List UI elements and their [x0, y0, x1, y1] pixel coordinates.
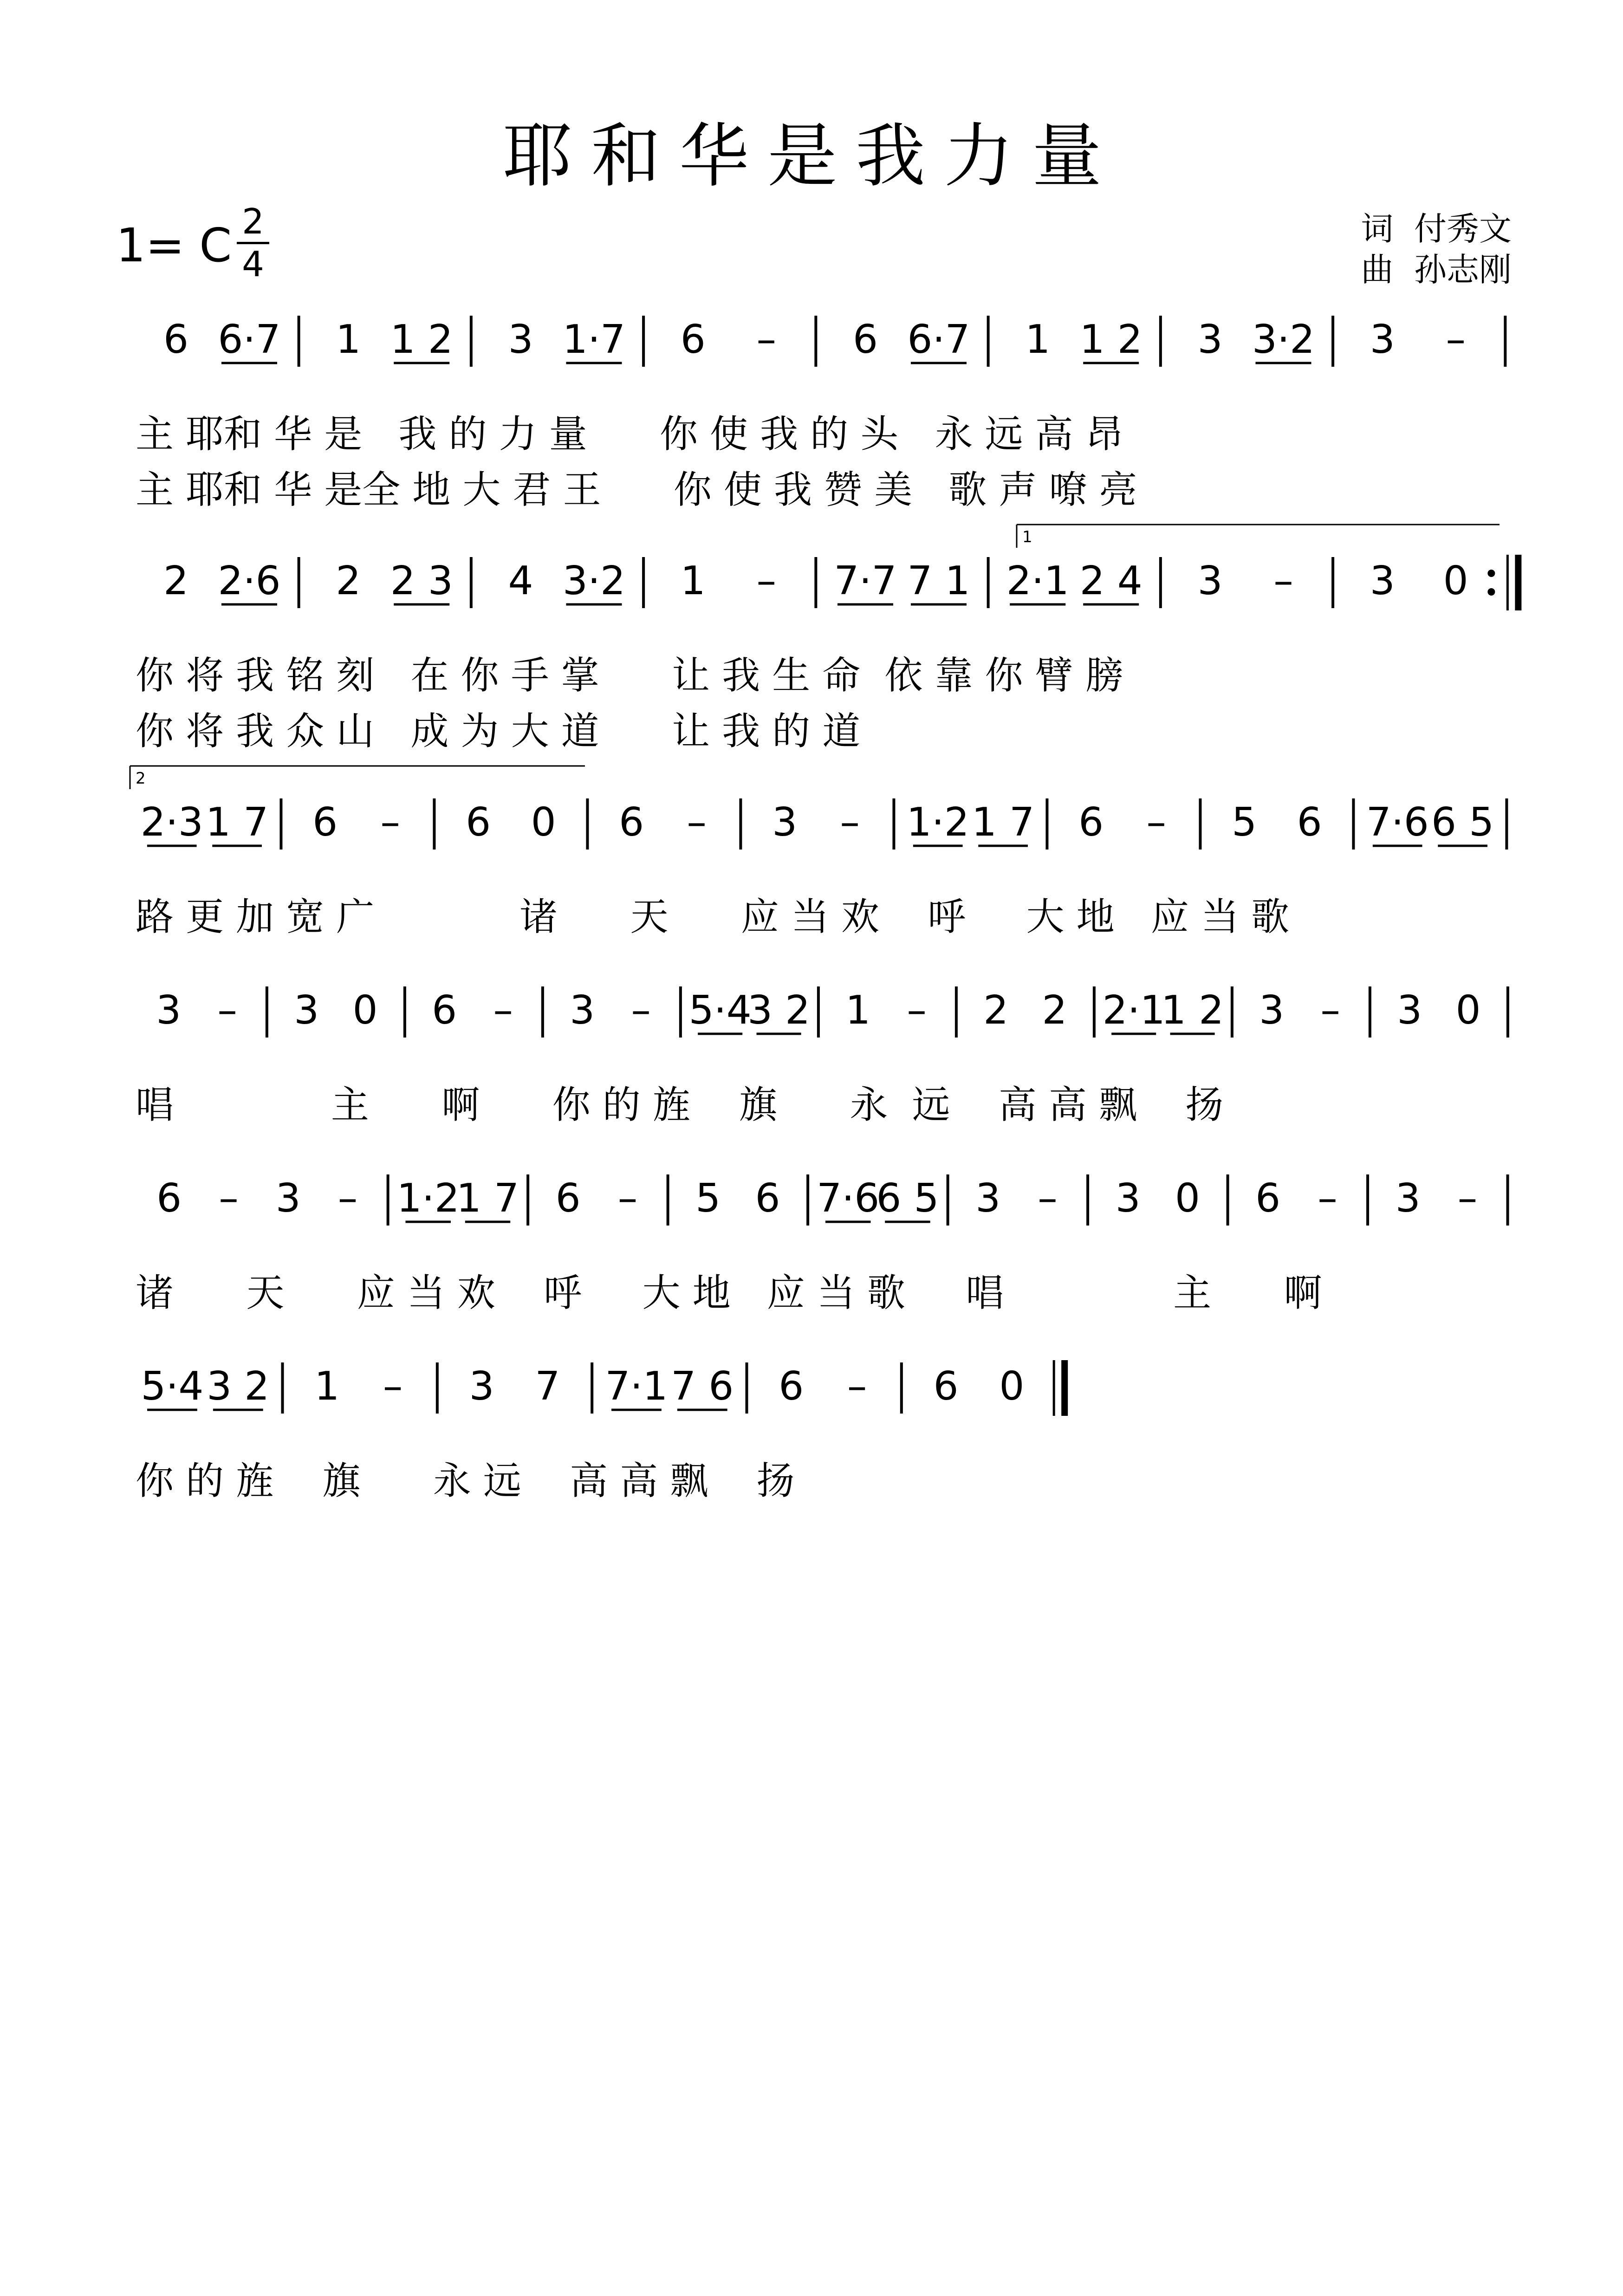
note-group: –: [631, 987, 651, 1033]
note-group: –: [493, 987, 513, 1033]
note-group: –: [1146, 799, 1166, 845]
note-group: 3: [975, 1175, 1001, 1221]
note-group: 7 1: [907, 558, 970, 604]
note-group: 5·4: [688, 987, 752, 1033]
lyric-line: 诸 天 应 当 欢 呼 大 地 应 当 歌 唱 主 啊: [136, 1271, 1322, 1315]
note-group: 3·2: [562, 558, 626, 604]
note-group: 6 5: [876, 1175, 939, 1221]
note-group: 1: [1025, 317, 1051, 363]
note-group: 1·2: [396, 1175, 460, 1221]
note-group: 0: [531, 799, 556, 845]
note-group: 0: [1443, 558, 1468, 604]
note-group: 3·2: [1252, 317, 1315, 363]
note-group: 1 2: [1161, 987, 1224, 1033]
note-group: 2: [336, 558, 361, 604]
note-group: 3 2: [747, 987, 811, 1033]
note-group: 2: [1042, 987, 1067, 1033]
note-group: –: [1320, 987, 1340, 1033]
key-signature: 1= C: [116, 218, 232, 272]
note-group: 3: [275, 1175, 301, 1221]
lyric-line: 你 将 我 众 山 成 为 大 道 让 我 的 道: [136, 709, 861, 753]
note-group: –: [1446, 317, 1466, 363]
note-group: 3: [1197, 317, 1223, 363]
note-group: 2 4: [1079, 558, 1143, 604]
note-group: 2·6: [218, 558, 281, 604]
lyric-line: 路 更 加 宽 广 诸 天 应 当 欢 呼 大 地 应 当 歌: [136, 895, 1289, 939]
note-group: –: [383, 1363, 403, 1409]
note-group: 1: [336, 317, 361, 363]
note-group: 6: [163, 317, 189, 363]
note-group: 1: [314, 1363, 340, 1409]
note-group: 5: [695, 1175, 721, 1221]
note-group: 1·2: [906, 799, 969, 845]
composer-credit: 曲 孙志刚: [1361, 250, 1512, 289]
note-group: 6: [619, 799, 644, 845]
note-group: 2: [163, 558, 189, 604]
note-group: 6: [852, 317, 878, 363]
note-group: 3 2: [207, 1363, 270, 1409]
note-group: 6: [312, 799, 338, 845]
note-group: 1 7: [972, 799, 1035, 845]
note-group: 6: [755, 1175, 780, 1221]
note-group: –: [1038, 1175, 1058, 1221]
note-group: 6: [466, 799, 491, 845]
note-group: 1 2: [390, 317, 453, 363]
note-group: –: [847, 1363, 867, 1409]
lyric-line: 主 耶和 华 是全 地 大 君 王 你 使 我 赞 美 歌 声 嘹 亮: [136, 468, 1137, 512]
note-group: 1 2: [1079, 317, 1143, 363]
note-group: 6: [779, 1363, 804, 1409]
note-group: 3: [1395, 1175, 1421, 1221]
note-group: –: [1457, 1175, 1478, 1221]
note-group: –: [840, 799, 860, 845]
note-group: 7·7: [834, 558, 897, 604]
lyricist-credit: 词 付秀文: [1361, 210, 1512, 248]
note-group: 3: [469, 1363, 494, 1409]
note-group: 1: [845, 987, 871, 1033]
note-group: 3: [772, 799, 798, 845]
note-group: 6: [933, 1363, 959, 1409]
note-group: 1·7: [562, 317, 626, 363]
note-group: 3: [1197, 558, 1223, 604]
note-group: 7: [535, 1363, 560, 1409]
note-group: 3: [570, 987, 595, 1033]
note-group: 3: [1115, 1175, 1141, 1221]
note-group: 2 3: [390, 558, 453, 604]
note-group: –: [756, 558, 776, 604]
note-group: 2·1: [1006, 558, 1069, 604]
time-signature-bottom: 4: [242, 244, 264, 285]
note-group: 3: [1259, 987, 1285, 1033]
note-group: –: [338, 1175, 358, 1221]
note-group: –: [756, 317, 776, 363]
note-group: 6: [432, 987, 457, 1033]
repeat-dot: [1487, 588, 1495, 596]
note-group: 0: [1175, 1175, 1201, 1221]
song-title: 耶和华是我力量: [502, 116, 1120, 197]
note-group: 6: [1297, 799, 1322, 845]
lyric-line: 主 耶和 华 是 我 的 力 量 你 使 我 的 头 永 远 高 昂: [136, 412, 1123, 456]
note-group: 6·7: [218, 317, 281, 363]
note-group: –: [217, 987, 237, 1033]
note-group: 2·1: [1102, 987, 1165, 1033]
note-group: 1 7: [456, 1175, 519, 1221]
note-group: 0: [999, 1363, 1025, 1409]
note-group: 6: [1078, 799, 1104, 845]
lyric-line: 你 将 我 铭 刻 在 你 手 掌 让 我 生 命 依 靠 你 臂 膀: [136, 654, 1123, 698]
note-group: 4: [508, 558, 533, 604]
time-signature-top: 2: [237, 204, 269, 244]
note-group: 6: [156, 1175, 182, 1221]
note-group: 0: [1455, 987, 1481, 1033]
note-group: 3: [1397, 987, 1422, 1033]
note-group: 7·1: [605, 1363, 668, 1409]
note-group: 6·7: [907, 317, 970, 363]
note-group: –: [1273, 558, 1293, 604]
note-group: 6: [1255, 1175, 1281, 1221]
note-group: 3: [294, 987, 319, 1033]
note-group: 5·4: [141, 1363, 204, 1409]
note-group: 2·3: [140, 799, 203, 845]
note-group: –: [907, 987, 927, 1033]
note-group: 3: [1370, 558, 1395, 604]
volta-number: 2: [136, 769, 146, 788]
note-group: –: [617, 1175, 638, 1221]
note-group: –: [1318, 1175, 1337, 1221]
note-group: 6: [555, 1175, 581, 1221]
note-group: 5: [1232, 799, 1257, 845]
note-group: 2: [983, 987, 1009, 1033]
note-group: 3: [508, 317, 533, 363]
note-group: 0: [352, 987, 378, 1033]
repeat-dot: [1487, 570, 1495, 577]
note-group: 7·6: [1366, 799, 1429, 845]
volta-number: 1: [1022, 528, 1032, 546]
note-group: –: [687, 799, 707, 845]
note-group: 7 6: [671, 1363, 734, 1409]
note-group: 6 5: [1431, 799, 1494, 845]
note-group: 1: [680, 558, 706, 604]
note-group: 1 7: [206, 799, 269, 845]
note-group: 6: [680, 317, 706, 363]
note-group: –: [380, 799, 400, 845]
note-group: –: [219, 1175, 239, 1221]
lyric-line: 唱 主 啊 你 的 旌 旗 永 远 高 高 飘 扬: [136, 1083, 1224, 1127]
lyric-line: 你 的 旌 旗 永 远 高 高 飘 扬: [136, 1459, 795, 1503]
note-group: 3: [156, 987, 182, 1033]
note-group: 3: [1370, 317, 1395, 363]
note-group: 7·6: [817, 1175, 880, 1221]
